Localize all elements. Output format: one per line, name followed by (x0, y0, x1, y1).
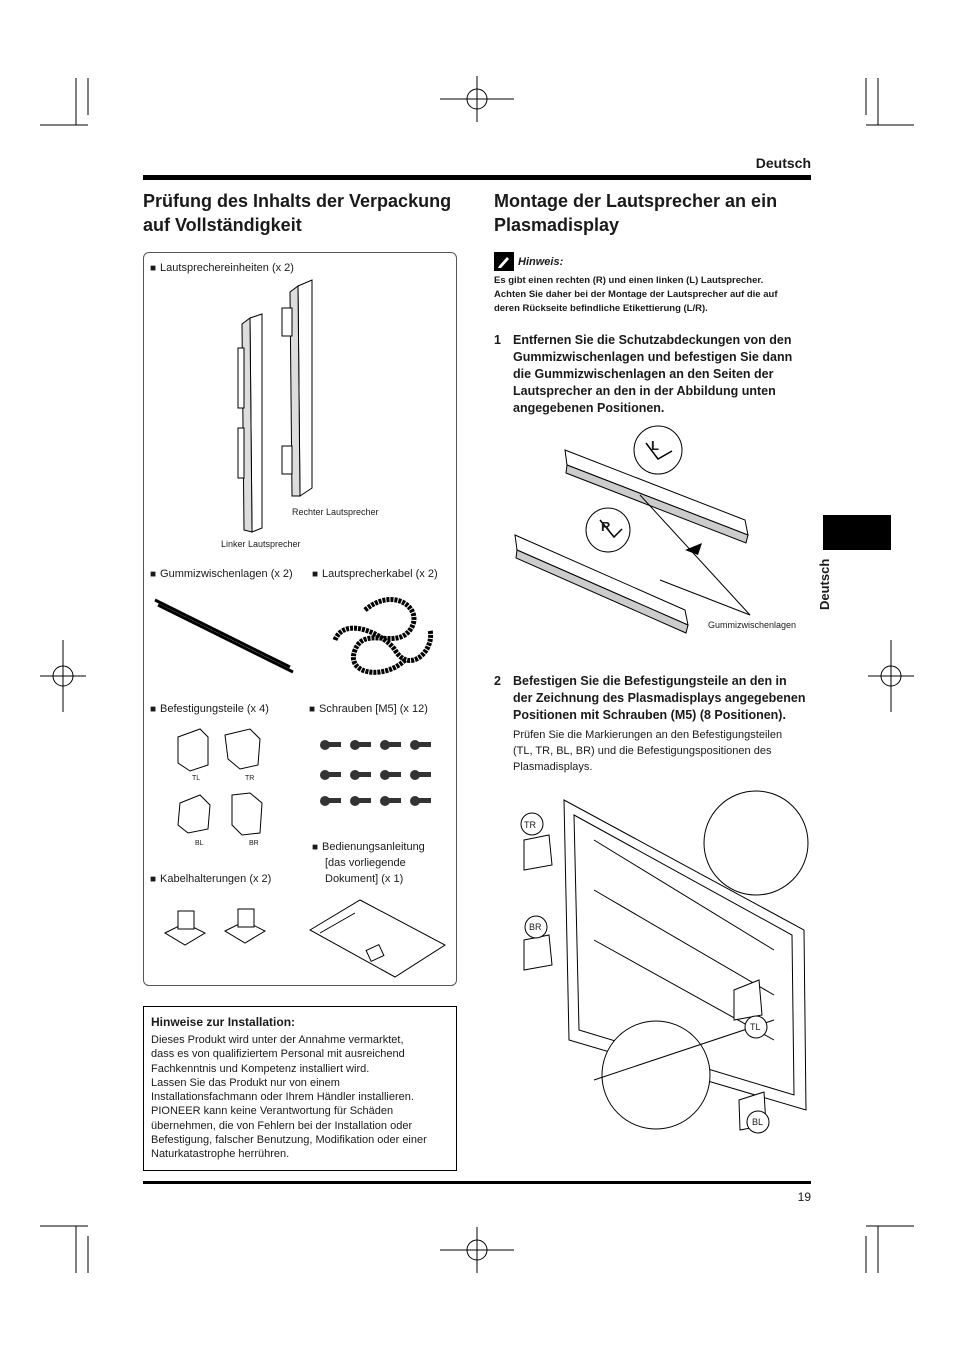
step-2 (494, 673, 814, 775)
item-manual-line2: [das vorliegende (325, 857, 406, 869)
screws-illustration (315, 737, 440, 817)
installation-notice (143, 1006, 457, 1171)
speaker-rubber-diagram (510, 425, 810, 645)
tr-position-label: TR (524, 820, 536, 830)
bracket-tr-label: TR (245, 775, 255, 782)
language-header: Deutsch (755, 155, 811, 171)
right-speaker-label: Rechter Lautsprecher (292, 507, 379, 517)
hinweis-label: Hinweis: (518, 256, 564, 268)
step-1-line: Lautsprecher an den in der Abbildung unten (513, 384, 776, 398)
item-cables-label: ■ Lautsprecherkabel (x 2) (312, 568, 438, 580)
hinweis-line: Es gibt einen rechten (R) und einen linken (L) Lautsprecher. (494, 275, 764, 286)
left-speaker-mark: L (651, 438, 659, 453)
step-2-line: Befestigen Sie die Befestigungsteile an den in (513, 674, 787, 688)
tl-position-label: TL (750, 1022, 761, 1032)
note-pencil-icon (494, 252, 514, 271)
step-1-line: die Gummizwischenlagen an den Seiten der (513, 367, 774, 381)
right-speaker-mark: R (601, 519, 611, 534)
step-2-body-line: (TL, TR, BL, BR) und die Befestigungspositionen des (513, 745, 772, 757)
rubber-pads-illustration (150, 595, 300, 680)
item-speakers-label: ■ Lautsprechereinheiten (x 2) (150, 262, 294, 274)
notice-line: Dieses Produkt wird unter der Annahme vermarktet, (151, 1034, 404, 1046)
notice-line: dass es von qualifiziertem Personal mit ausreichend (151, 1048, 405, 1061)
hinweis-line: Achten Sie daher bei der Montage der Lautsprecher auf die auf (494, 289, 778, 300)
plasma-display-diagram (494, 780, 814, 1140)
step-2-body-line: Prüfen Sie die Markierungen an den Befestigungsteilen (513, 729, 783, 741)
section-title-mounting: Montage der Lautsprecher an ein Plasmadisplay (494, 191, 778, 235)
item-manual-label: ■ Bedienungsanleitung (312, 841, 425, 853)
notice-line: Befestigung, falscher Benutzung, Modifikation oder einer (151, 1134, 427, 1147)
step-2-body-line: Plasmadisplays. (513, 761, 593, 773)
br-position-label: BR (529, 922, 542, 932)
page-number: 19 (797, 1190, 811, 1204)
notice-line: Naturkatastrophe herrühren. (151, 1148, 290, 1161)
step-2-line: der Zeichnung des Plasmadisplays angegebenen (513, 691, 806, 705)
bottom-rule (143, 1181, 811, 1184)
item-rubber-label: ■ Gummizwischenlagen (x 2) (150, 568, 293, 580)
notice-line: Installationsfachmann oder Ihrem Händler installieren. (151, 1091, 414, 1104)
section-title-contents: Prüfung des Inhalts der Verpackung auf Vollständigkeit (143, 191, 452, 235)
notice-line: PIONEER kann keine Verantwortung für Schäden (151, 1105, 394, 1118)
cable-holders-illustration (160, 905, 280, 950)
left-speaker-label: Linker Lautsprecher (221, 539, 301, 549)
notice-line: übernehmen, die von Fehlern bei der Installation oder (151, 1119, 413, 1132)
step-1-line: angegebenen Positionen. (513, 401, 665, 415)
step-2-number: 2 (494, 674, 501, 688)
notice-line: Lassen Sie das Produkt nur von einem (151, 1076, 340, 1089)
item-cable-holders-label: ■ Kabelhalterungen (x 2) (150, 873, 271, 885)
step-1 (494, 332, 814, 417)
speaker-cables-illustration (325, 590, 445, 685)
manual-illustration (300, 895, 450, 980)
notice-title: Hinweise zur Installation: (151, 1015, 296, 1029)
item-screws-label: ■ Schrauben [M5] (x 12) (309, 703, 428, 715)
side-language-label: Deutsch (817, 558, 832, 610)
step-1-line: Gummizwischenlagen und befestigen Sie dann (513, 350, 793, 364)
bracket-bl-label: BL (195, 840, 204, 847)
step-2-line: Positionen mit Schrauben (M5) (8 Positionen). (513, 708, 786, 722)
side-tab (823, 515, 891, 550)
top-rule (143, 175, 811, 180)
brackets-illustration (170, 725, 270, 845)
hinweis-line: deren Rückseite befindliche Etikettierung (L/R). (494, 303, 708, 314)
notice-line: Fachkenntnis und Kompetenz installiert wird. (151, 1062, 370, 1075)
rubber-callout-label: Gummizwischenlagen (708, 620, 797, 630)
speakers-illustration (230, 278, 330, 538)
bracket-br-label: BR (249, 840, 259, 847)
hinweis-text (494, 274, 814, 316)
bl-position-label: BL (752, 1117, 764, 1127)
item-manual-line3: Dokument] (x 1) (325, 873, 404, 885)
item-brackets-label: ■ Befestigungsteile (x 4) (150, 703, 269, 715)
notice-body (151, 1033, 449, 1162)
step-1-number: 1 (494, 333, 501, 347)
bracket-tl-label: TL (192, 775, 201, 782)
step-1-line: Entfernen Sie die Schutzabdeckungen von den (513, 333, 792, 347)
